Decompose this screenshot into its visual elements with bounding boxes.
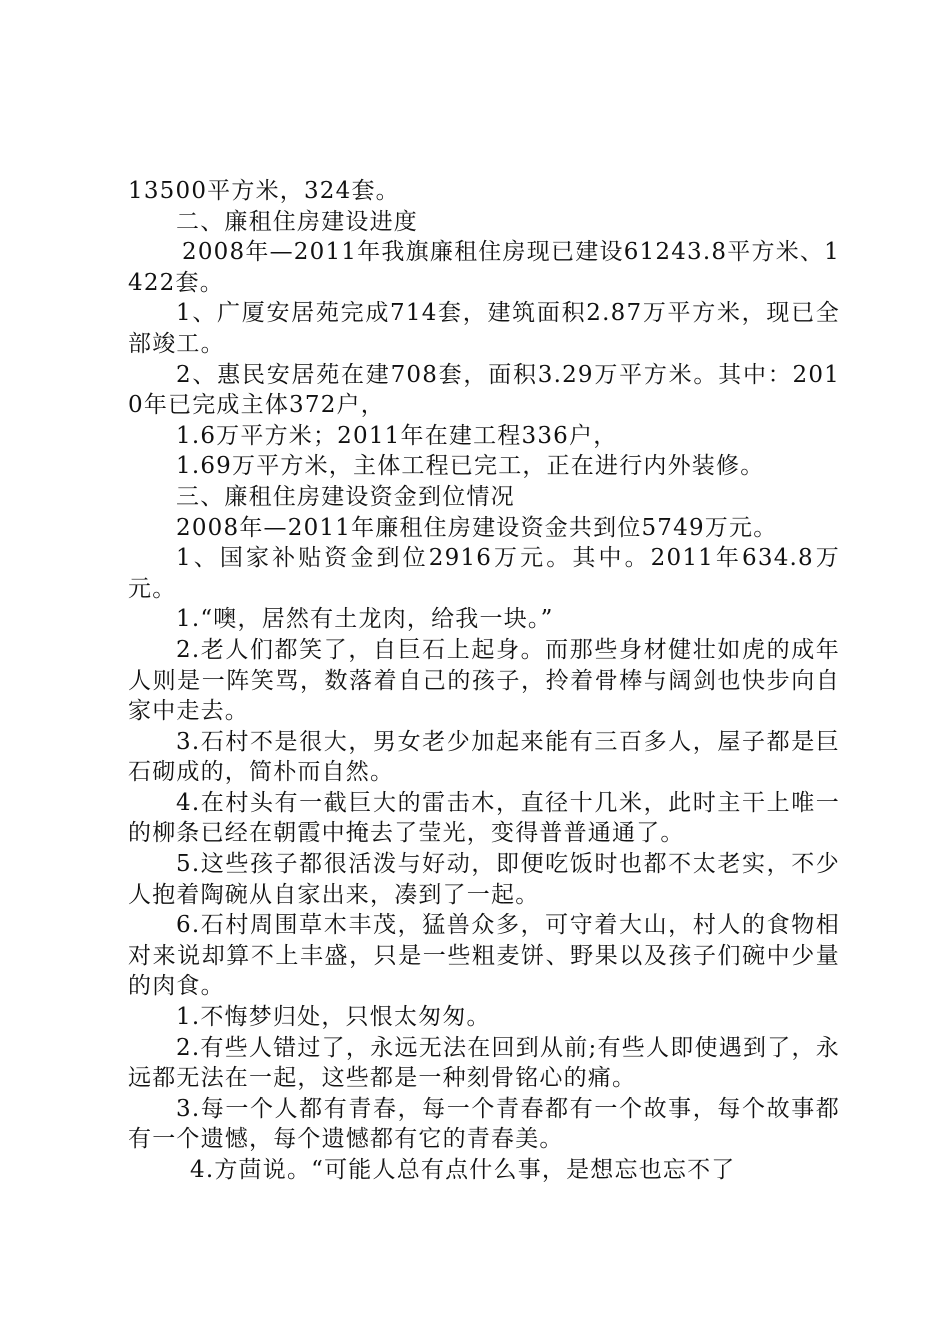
paragraph: 13500平方米，324套。 bbox=[128, 178, 400, 204]
list-item: 2.老人们都笑了，自巨石上起身。而那些身材健壮如虎的成年人则是一阵笑骂，数落着自己的孩子，拎着骨棒与阔剑也快步向自家中走去。 bbox=[128, 636, 840, 725]
list-item: 1.“噢，居然有土龙肉，给我一块。” bbox=[176, 606, 554, 633]
list-item: 2、惠民安居苑在建708套，面积3.29万平方米。其中：2010年已完成主体372户， bbox=[128, 361, 840, 419]
list-item: 4.在村头有一截巨大的雷击木，直径十几米，此时主干上唯一的柳条已经在朝霞中掩去了莹光，变得普普通通了。 bbox=[128, 789, 840, 847]
paragraph: 2008年—2011年我旗廉租住房现已建设61243.8平方米、1422套。 bbox=[128, 239, 840, 296]
section-heading: 三、廉租住房建设资金到位情况 bbox=[176, 483, 515, 510]
list-item: 1、国家补贴资金到位2916万元。其中。2011年634.8万元。 bbox=[128, 545, 840, 602]
list-item: 6.石村周围草木丰茂，猛兽众多，可守着大山，村人的食物相对来说却算不上丰盛，只是一些粗麦饼、野果以及孩子们碗中少量的肉食。 bbox=[128, 912, 840, 1000]
list-item: 2.有些人错过了，永远无法在回到从前;有些人即使遇到了，永远都无法在一起，这些都是一种刻骨铭心的痛。 bbox=[128, 1034, 840, 1092]
list-item: 4.方茴说。“可能人总有点什么事，是想忘也忘不了 bbox=[190, 1157, 736, 1183]
list-item: 1、广厦安居苑完成714套，建筑面积2.87万平方米，现已全部竣工。 bbox=[128, 300, 840, 357]
paragraph: 1.6万平方米；2011年在建工程336户， bbox=[176, 422, 618, 449]
list-item: 5.这些孩子都很活泼与好动，即便吃饭时也都不太老实，不少人抱着陶碗从自家出来，凑到了一起。 bbox=[128, 851, 840, 908]
list-item: 1.不悔梦归处，只恨太匆匆。 bbox=[176, 1004, 491, 1031]
paragraph: 2008年—2011年廉租住房建设资金共到位5749万元。 bbox=[176, 514, 778, 541]
list-item: 3.每一个人都有青春，每一个青春都有一个故事，每个故事都有一个遗憾，每个遗憾都有它的青春美。 bbox=[128, 1095, 840, 1153]
paragraph: 1.69万平方米，主体工程已完工，正在进行内外装修。 bbox=[176, 453, 765, 480]
section-heading: 二、廉租住房建设进度 bbox=[176, 208, 418, 235]
list-item: 3.石村不是很大，男女老少加起来能有三百多人，屋子都是巨石砌成的，简朴而自然。 bbox=[128, 728, 840, 786]
document-body bbox=[128, 176, 840, 1186]
